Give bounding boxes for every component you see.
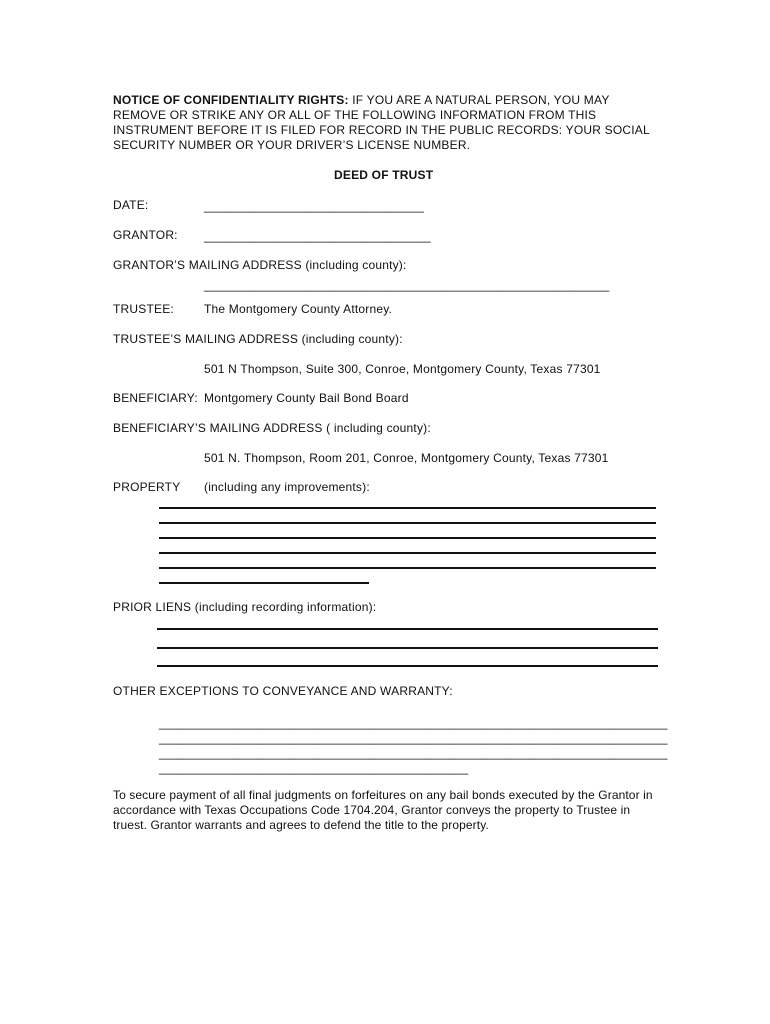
property-line[interactable] [159,507,656,509]
prior-liens-line[interactable] [157,647,658,649]
beneficiary-address-label: BENEFICIARY’S MAILING ADDRESS ( including county): [113,421,431,435]
property-line[interactable] [159,552,656,554]
property-note: (including any improvements): [204,480,370,494]
trustee-address-value: 501 N Thompson, Suite 300, Conroe, Montgomery County, Texas 77301 [204,362,601,376]
trustee-address-label: TRUSTEE’S MAILING ADDRESS (including county): [113,332,403,346]
grantor-label: GRANTOR: [113,228,178,242]
other-exceptions-label: OTHER EXCEPTIONS TO CONVEYANCE AND WARRANTY: [113,684,453,698]
notice-text: IF YOU ARE A NATURAL PERSON, YOU MAY REMOVE OR STRIKE ANY OR ALL OF THE FOLLOWING INFORMATION FROM THIS INSTRUMENT BEFORE IT IS FILED FOR RECORD IN THE PUBLIC RECORDS: YOUR SOCIAL SECURITY NUMBER OR YOUR DRIVER’S LICENSE NUMBER. [113,93,650,152]
property-line[interactable] [159,537,656,539]
beneficiary-label: BENEFICIARY: [113,391,198,405]
exceptions-line[interactable]: __________________________________________________________________________ [159,731,668,745]
grantor-address-label: GRANTOR’S MAILING ADDRESS (including county): [113,258,407,272]
property-line[interactable] [159,522,656,524]
property-label: PROPERTY [113,480,181,494]
property-line[interactable] [159,567,656,569]
prior-liens-line[interactable] [157,628,658,630]
beneficiary-address-value: 501 N. Thompson, Room 201, Conroe, Montgomery County, Texas 77301 [204,451,609,465]
notice-label: NOTICE OF CONFIDENTIALITY RIGHTS: [113,93,349,107]
document-title: DEED OF TRUST [334,168,434,182]
date-label: DATE: [113,198,149,212]
closing-paragraph: To secure payment of all final judgments on forfeitures on any bail bonds executed by the Grantor in accordance with Texas Occupations Code 1704.204, Grantor conveys the property to Trustee in truest. Grantor warrants and agrees to defend the title to the property. [113,788,653,832]
grantor-field[interactable]: _________________________________ [204,229,431,243]
confidentiality-notice [113,93,653,153]
property-line[interactable] [159,582,369,584]
exceptions-line[interactable]: __________________________________________________________________________ [159,746,668,760]
grantor-address-field[interactable]: ___________________________________________________________ [204,278,610,292]
trustee-value: The Montgomery County Attorney. [204,302,393,316]
exceptions-line[interactable]: __________________________________________________________________________ [159,716,668,730]
beneficiary-value: Montgomery County Bail Bond Board [204,391,409,405]
prior-liens-label: PRIOR LIENS (including recording information): [113,600,377,614]
date-field[interactable]: ________________________________ [204,199,424,213]
exceptions-line[interactable]: _____________________________________________ [159,761,469,775]
trustee-label: TRUSTEE: [113,302,174,316]
prior-liens-line[interactable] [157,665,658,667]
